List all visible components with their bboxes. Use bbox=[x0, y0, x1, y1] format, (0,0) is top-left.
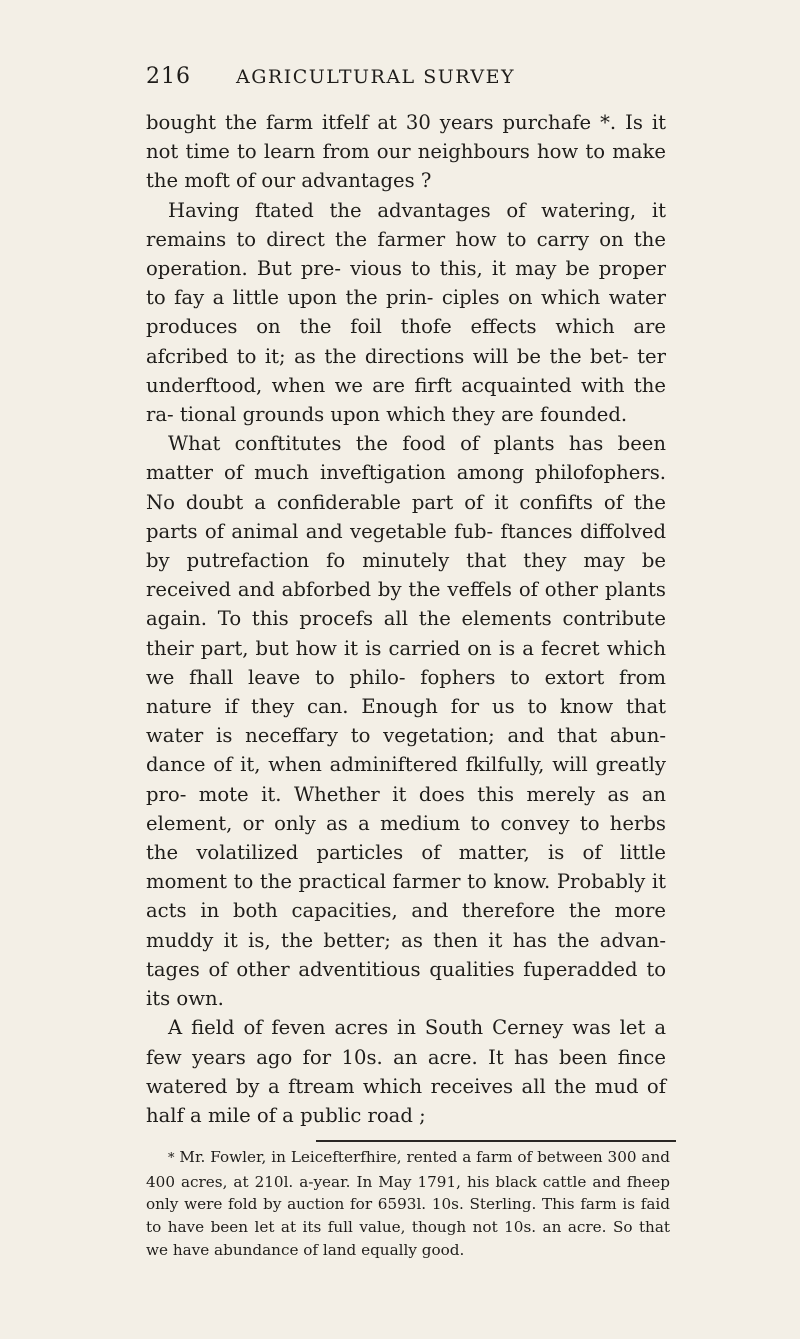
footnote-mark: * bbox=[168, 1151, 175, 1166]
paragraph-continuation: bought the farm itfelf at 30 years purchafe *. Is it not time to learn from our neighbours how to make the moft of our advantages ? bbox=[146, 111, 666, 193]
paragraph-watering: Having ftated the advantages of watering, it remains to direct the farmer how to carry on the operation. But pre- vious to this, it may be proper to fay a little upon the prin- ciples on which water produces on the foil thofe effects which are afcribed to it; as the directions will be the bet- ter underftood, when we are firft acquainted with the ra- tional grounds upon which they are founded. bbox=[146, 198, 666, 427]
page-number: 216 bbox=[146, 64, 191, 89]
body-text bbox=[146, 108, 666, 1130]
running-head: AGRICULTURAL SURVEY bbox=[236, 66, 515, 88]
paragraph-south-cerney: A field of feven acres in South Cerney was let a few years ago for 10s. an acre. It has been fince watered by a ftream which receives all the mud of half a mile of a public road ; bbox=[146, 1016, 666, 1127]
paragraph-food-of-plants: What conftitutes the food of plants has been matter of much inveftigation among philofophers. No doubt a confiderable part of it confifts of the parts of animal and vegetable fub- ftances diffolved by putrefaction fo minutely that they may be received and abforbed by the veffels of other plants again. To this procefs all the elements contribute their part, but how it is carried on is a fecret which we fhall leave to philo- fophers to extort from nature if they can. Enough for us to know that water is neceffary to vegetation; and that abun- dance of it, when adminiftered fkilfully, will greatly pro- mote it. Whether it does this merely as an element, or only as a medium to convey to herbs the volatilized particles of matter, is of little moment to the practical farmer to know. Probably it acts in both capacities, and therefore the more muddy it is, the better; as then it has the advan- tages of other adventitious qualities fuperadded to its own. bbox=[146, 432, 666, 1011]
footnote-paragraph bbox=[146, 1146, 670, 1262]
page-header bbox=[146, 64, 706, 94]
footnote-rule bbox=[316, 1140, 676, 1142]
footnote bbox=[146, 1146, 670, 1262]
footnote-text: Mr. Fowler, in Leicefterfhire, rented a farm of between 300 and 400 acres, at 210l. a-year. In May 1791, his black cattle and fheep only were fold by auction for 6593l. 10s. Sterling. This farm is faid to have been let at its full value, though not 10s. an acre. So that we have abundance of land equally good. bbox=[146, 1148, 670, 1259]
